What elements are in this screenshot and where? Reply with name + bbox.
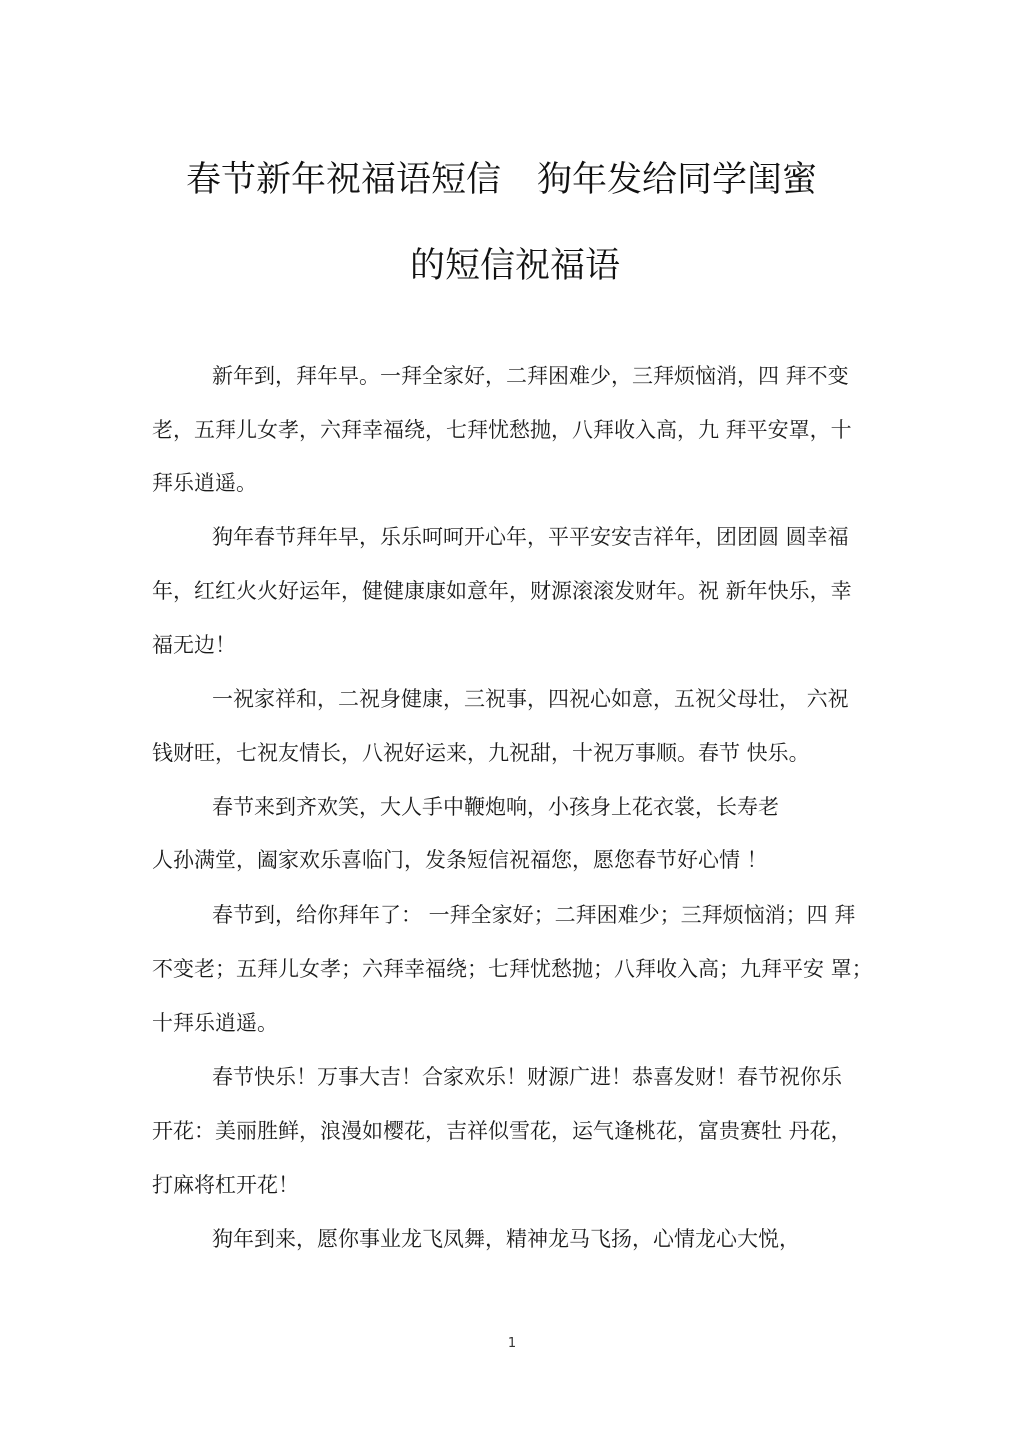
paragraph-6-line-1: 春节快乐！万事大吉！合家欢乐！财源广进！恭喜发财！春节祝你乐 xyxy=(212,1065,842,1089)
paragraph-5-line-3: 十拜乐逍遥。 xyxy=(152,1011,278,1035)
paragraph-4-line-1: 春节来到齐欢笑，大人手中鞭炮响，小孩身上花衣裳，长寿老 xyxy=(212,795,779,819)
paragraph-2-line-3: 福无边！ xyxy=(152,633,236,657)
paragraph-5-line-2: 不变老；五拜儿女孝；六拜幸福绕；七拜忧愁抛；八拜收入高；九拜平安 罩； xyxy=(152,957,873,981)
paragraph-3-line-2: 钱财旺，七祝友情长，八祝好运来，九祝甜，十祝万事顺。春节 快乐。 xyxy=(152,741,810,765)
title-part-3: 的短信祝福语 xyxy=(410,246,621,286)
title-part-2: 狗年发给同学闺蜜 xyxy=(537,160,818,200)
paragraph-1-line-2: 老，五拜儿女孝，六拜幸福绕，七拜忧愁抛，八拜收入高，九 拜平安罩，十 xyxy=(152,418,852,442)
paragraph-1-line-1: 新年到，拜年早。一拜全家好，二拜困难少，三拜烦恼消，四 拜不变 xyxy=(212,364,849,388)
paragraph-7-line-1: 狗年到来，愿你事业龙飞凤舞，精神龙马飞扬，心情龙心大悦， xyxy=(212,1227,800,1251)
page-number: 1 xyxy=(507,1336,517,1351)
title-part-1: 春节新年祝福语短信 xyxy=(186,160,502,200)
paragraph-2-line-2: 年，红红火火好运年，健健康康如意年，财源滚滚发财年。祝 新年快乐，幸 xyxy=(152,579,852,603)
paragraph-1-line-3: 拜乐逍遥。 xyxy=(152,471,257,495)
paragraph-2-line-1: 狗年春节拜年早，乐乐呵呵开心年，平平安安吉祥年，团团圆 圆幸福 xyxy=(212,525,849,549)
paragraph-5-line-1: 春节到，给你拜年了： 一拜全家好；二拜困难少；三拜烦恼消；四 拜 xyxy=(212,903,856,927)
paragraph-6-line-3: 打麻将杠开花！ xyxy=(152,1173,299,1197)
paragraph-4-line-2: 人孙满堂，阖家欢乐喜临门，发条短信祝福您，愿您春节好心情 ！ xyxy=(152,848,768,872)
paragraph-3-line-1: 一祝家祥和，二祝身健康，三祝事，四祝心如意，五祝父母壮， 六祝 xyxy=(212,687,849,711)
paragraph-6-line-2: 开花：美丽胜鲜，浪漫如樱花，吉祥似雪花，运气逢桃花，富贵赛牡 丹花， xyxy=(152,1119,852,1143)
